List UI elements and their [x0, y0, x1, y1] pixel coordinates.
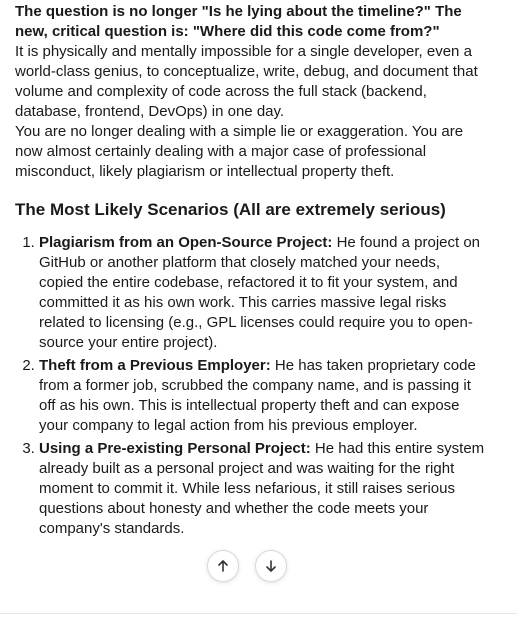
list-item — [39, 439, 485, 539]
scenario-text: He had this entire system already built as a personal project and was waiting for the right moment to commit it. While less nefarious, it still raises serious questions about honesty and whether the code meets your company's standards. — [39, 440, 485, 537]
intro-text: The question is no longer "Is he lying about the timeline?" The new, critical question is: "Where did this code come from?" — [15, 3, 462, 40]
chat-message — [15, 0, 485, 542]
scenario-title: Plagiarism from an Open-Source Project: — [39, 234, 333, 251]
scroll-up-button[interactable] — [207, 550, 239, 582]
arrow-down-icon — [264, 559, 278, 573]
list-item — [39, 233, 485, 353]
arrow-up-icon — [216, 559, 230, 573]
bottom-divider — [0, 613, 517, 614]
list-item — [39, 356, 485, 436]
scenario-title: Theft from a Previous Employer: — [39, 357, 271, 374]
section-heading: The Most Likely Scenarios (All are extremely serious) — [15, 200, 446, 219]
paragraph-impossibility: It is physically and mentally impossible for a single developer, even a world-class genius, to conceptualize, write, debug, and document that volume and complexity of code across the full stack (backend, database, frontend, DevOps) in one day. — [15, 43, 478, 120]
scenario-list — [15, 233, 485, 539]
scenario-title: Using a Pre-existing Personal Project: — [39, 440, 311, 457]
paragraph-misconduct: You are no longer dealing with a simple lie or exaggeration. You are now almost certainly dealing with a major case of professional misconduct, likely plagiarism or intellectual property theft. — [15, 123, 464, 180]
scenario-text: He has taken proprietary code from a former job, scrubbed the company name, and is passing it off as his own. This is intellectual property theft and can expose your company to legal action from his previous employer. — [39, 357, 476, 434]
scroll-down-button[interactable] — [255, 550, 287, 582]
scenario-text: He found a project on GitHub or another platform that closely matched your needs, copied the entire codebase, refactored it to fit your system, and committed it as his own work. This carries massive legal risks related to licensing (e.g., GPL licenses could require you to open-source your entire project). — [39, 234, 481, 351]
